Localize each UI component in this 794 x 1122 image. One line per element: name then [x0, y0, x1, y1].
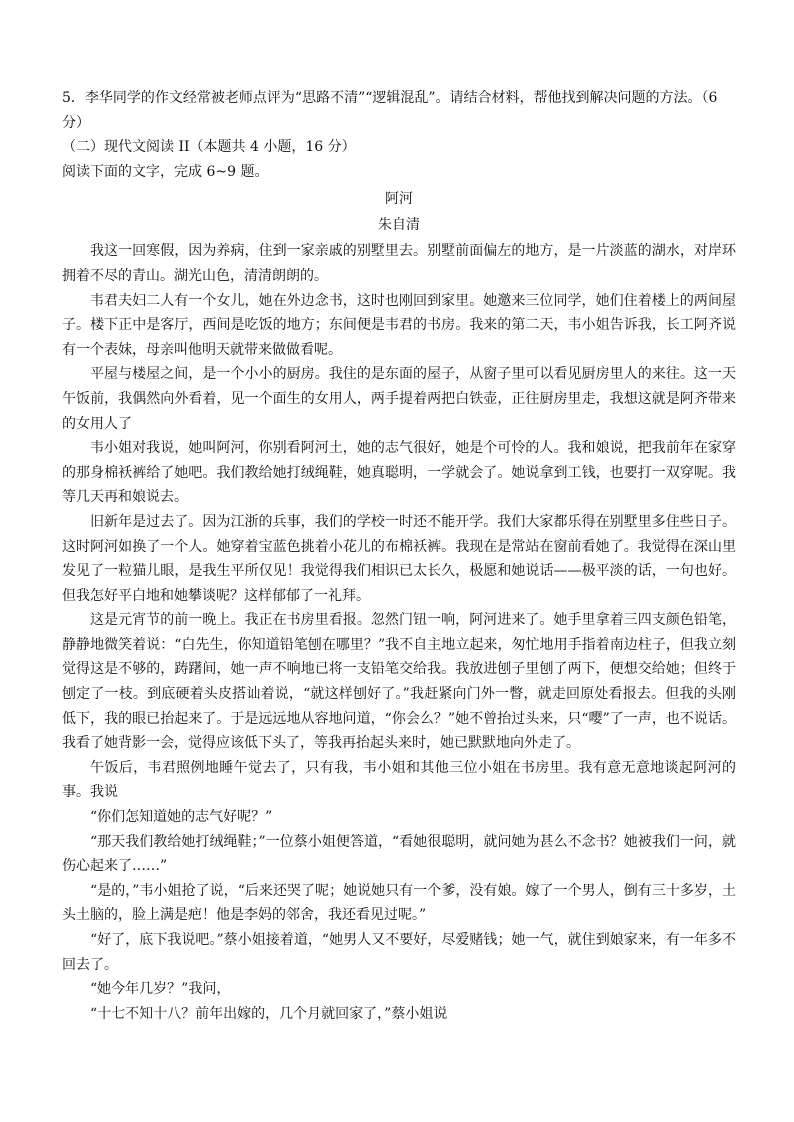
- question-5: 5．李华同学的作文经常被老师点评为“思路不清”“逻辑混乱”。请结合材料，帮他找到解决问题的方法。（6分）: [62, 90, 718, 131]
- article-paragraph: “是的，”韦小姐抢了说，“后来还哭了呢；她说她只有一个爹，没有娘。嫁了一个男人，倒有三十多岁，土头土脑的，脸上满是疤！他是李妈的邻舍，我还看见过呢。”: [62, 882, 736, 924]
- article-paragraph: 这是元宵节的前一晚上。我正在书房里看报。忽然门钮一响，阿河进来了。她手里拿着三四支颜色铅笔，静静地微笑着说：“白先生，你知道铅笔刨在哪里？”我不自主地立起来，匆忙地用手指着南边柱子，但我立刻觉得这是不够的，踌躇间，她一声不响地已将一支铅笔交给我。我放进刨子里刨了两下，便想交给她；但终于刨定了一枝。到底硬着头皮搭讪着说，“就这样刨好了。”我赶紧向门外一瞥，就走回原处看报去。但我的头刚低下，我的眼已抬起来了。于是远远地从容地问道，“你会么？”她不曾抬过头来，只“嘤”了一声，也不说话。我看了她背影一会，觉得应该低下头了，等我再抬起头来时，她已默默地向外走了。: [62, 612, 736, 752]
- article-paragraph: 平屋与楼屋之间，是一个小小的厨房。我住的是东面的屋子，从窗子里可以看见厨房里人的来往。这一天午饭前，我偶然向外看着，见一个面生的女用人，两手提着两把白铁壶，正往厨房里走，我想这就是阿齐带来的女用人了: [62, 366, 736, 432]
- article-paragraph: “你们怎知道她的志气好呢？”: [90, 809, 273, 826]
- section-heading: （二）现代文阅读 II（本题共 4 小题，16 分）: [62, 139, 356, 156]
- article-paragraph: “那天我们教给她打绒绳鞋；”一位蔡小姐便答道，“看她很聪明，就问她为甚么不念书？她被我们一问，就伤心起来了……”: [62, 833, 736, 875]
- article-paragraph: “她今年几岁？”我问，: [90, 981, 231, 998]
- article-author: 朱自清: [378, 217, 420, 234]
- article-title: 阿河: [385, 191, 413, 208]
- article-paragraph: 我这一回寒假，因为养病，住到一家亲戚的别墅里去。别墅前面偏左的地方，是一片淡蓝的湖水，对岸环拥着不尽的青山。湖光山色，清清朗朗的。: [62, 243, 736, 284]
- article-paragraph: “十七不知十八？前年出嫁的，几个月就回家了，”蔡小姐说: [90, 1005, 448, 1022]
- article-paragraph: 韦君夫妇二人有一个女儿，她在外边念书，这时也刚回到家里。她邀来三位同学，她们住着楼上的两间屋子。楼下正中是客厅，西间是吃饭的地方；东间便是韦君的书房。我来的第二天，韦小姐告诉我，长工阿齐说有一个表妹，母亲叫他明天就带来做做看呢。: [62, 292, 736, 358]
- article-body: [62, 239, 736, 1026]
- article-paragraph: 旧新年是过去了。因为江浙的兵事，我们的学校一时还不能开学。我们大家都乐得在别墅里多住些日子。这时阿河如换了一个人。她穿着宝蓝色挑着小花儿的布棉袄裤。我现在是常站在窗前看她了。我觉得在深山里发见了一粒猫儿眼，是我生平所仅见！我觉得我们相识已太长久，极愿和她说话——极平淡的话，一句也好。但我怎好平白地和她攀谈呢？这样郁郁了一礼拜。: [62, 513, 736, 604]
- article-paragraph: 韦小姐对我说，她叫阿河，你别看阿河土，她的志气很好，她是个可怜的人。我和娘说，把我前年在家穿的那身棉袄裤给了她吧。我们教给她打绒绳鞋，她真聪明，一学就会了。她说拿到工钱，也要打一双穿呢。我等几天再和娘说去。: [62, 440, 736, 506]
- article-paragraph: 午饭后，韦君照例地睡午觉去了，只有我，韦小姐和其他三位小姐在书房里。我有意无意地谈起阿河的事。我说: [62, 759, 736, 801]
- article-paragraph: “好了，底下我说吧。”蔡小姐接着道，“她男人又不要好，尽爱赌钱；她一气，就住到娘家来，有一年多不回去了。: [62, 932, 736, 973]
- reading-instruction: 阅读下面的文字，完成 6~9 题。: [62, 163, 269, 180]
